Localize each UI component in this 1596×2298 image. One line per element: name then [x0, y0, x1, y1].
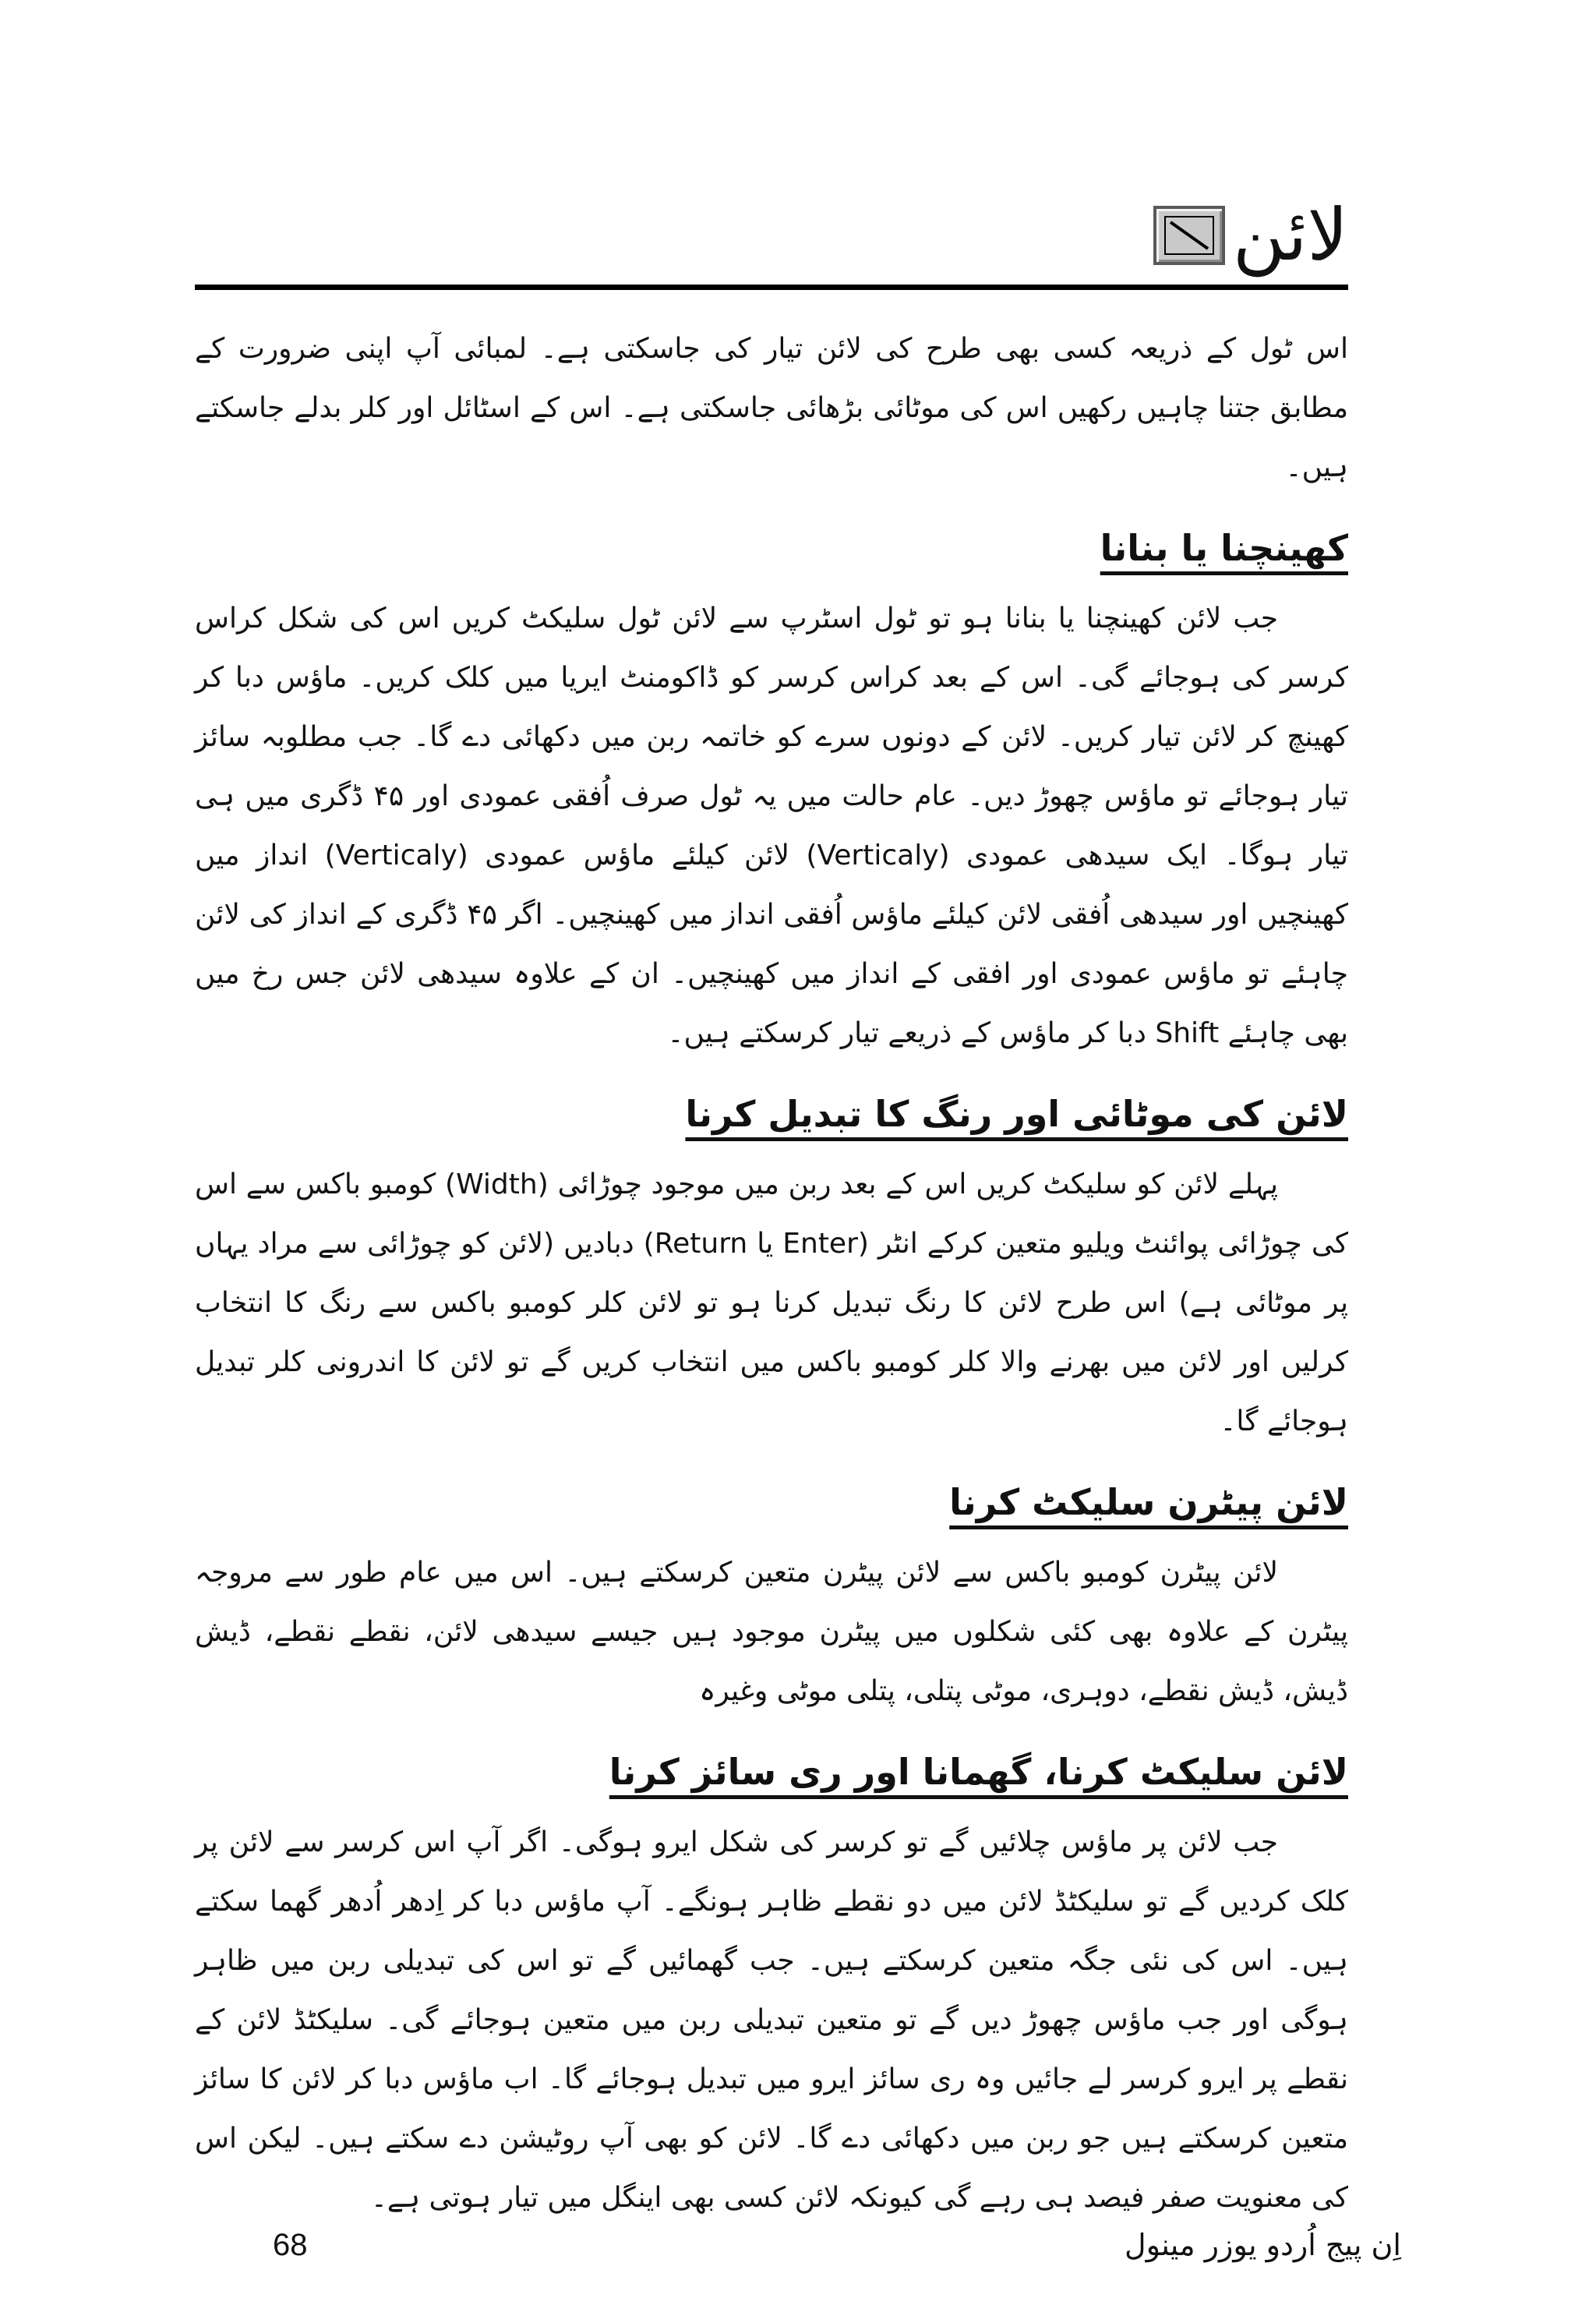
section-heading-pattern: لائن پیٹرن سلیکٹ کرنا — [949, 1481, 1348, 1523]
line-tool-icon — [1153, 206, 1225, 265]
chapter-header — [1153, 193, 1348, 277]
section-heading-draw: کھینچنا یا بنانا — [1100, 527, 1348, 569]
page-number: 68 — [273, 2228, 308, 2262]
page-footer — [273, 2228, 1401, 2275]
section-heading-thickness-color: لائن کی موٹائی اور رنگ کا تبدیل کرنا — [685, 1093, 1348, 1135]
title-divider — [195, 285, 1348, 290]
book-title: اِن پیج اُردو یوزر مینول — [1125, 2228, 1401, 2262]
section-paragraph-thickness-color: پہلے لائن کو سلیکٹ کریں اس کے بعد ربن میں موجود چوڑائی (Width) کومبو باکس سے اس کی چوڑائی پوائنٹ ویلیو متعین کرکے انٹر (Enter یا Return) دبادیں (لائن کو چوڑائی سے مراد یہاں پر موٹائی ہے) اس طرح لائن کا رنگ تبدیل کرنا ہو تو لائن کلر کومبو باکس سے رنگ کا انتخاب کرلیں اور لائن میں بھرنے والا کلر کومبو باکس میں انتخاب کریں گے تو لائن کا اندرونی کلر تبدیل ہوجائے گا۔ — [195, 1168, 1348, 1437]
section-heading-select-rotate-resize: لائن سلیکٹ کرنا، گھمانا اور ری سائز کرنا — [609, 1751, 1348, 1793]
section-paragraph-pattern: لائن پیٹرن کومبو باکس سے لائن پیٹرن متعین کرسکتے ہیں۔ اس میں عام طور سے مروجہ پیٹرن کے علاوہ بھی کئی شکلوں میں پیٹرن موجود ہیں جیسے سیدھی لائن، نقطے نقطے، ڈیش ڈیش، ڈیش نقطے، دوہری، موٹی پتلی، پتلی موٹی وغیرہ — [195, 1557, 1348, 1707]
section-paragraph-select-rotate-resize: جب لائن پر ماؤس چلائیں گے تو کرسر کی شکل ایرو ہوگی۔ اگر آپ اس کرسر سے لائن پر کلک کردیں گے تو سلیکٹڈ لائن میں دو نقطے ظاہر ہونگے۔ آپ ماؤس دبا کر اِدھر اُدھر گھما سکتے ہیں۔ اس کی نئی جگہ متعین کرسکتے ہیں۔ جب گھمائیں گے تو اس کی تبدیلی ربن میں ظاہر ہوگی اور جب ماؤس چھوڑ دیں گے تو متعین تبدیلی ربن میں متعین ہوجائے گی۔ سلیکٹڈ لائن کے نقطے پر ایرو کرسر لے جائیں وہ ری سائز ایرو میں تبدیل ہوجائے گا۔ اب ماؤس دبا کر لائن کا سائز متعین کرسکتے ہیں جو ربن میں دکھائی دے گا۔ لائن کو بھی آپ روٹیشن دے سکتے ہیں۔ لیکن اس کی معنویت صفر فیصد ہی رہے گی کیونکہ لائن کسی بھی اینگل میں تیار ہوتی ہے۔ — [195, 1826, 1348, 2214]
intro-paragraph: اس ٹول کے ذریعہ کسی بھی طرح کی لائن تیار کی جاسکتی ہے۔ لمبائی آپ اپنی ضرورت کے مطابق جتنا چاہیں رکھیں اس کی موٹائی بڑھائی جاسکتی ہے۔ اس کے اسٹائل اور کلر بدلے جاسکتے ہیں۔ — [195, 333, 1348, 483]
section-paragraph-draw: جب لائن کھینچنا یا بنانا ہو تو ٹول اسٹرپ سے لائن ٹول سلیکٹ کریں اس کی شکل کراس کرسر کی ہوجائے گی۔ اس کے بعد کراس کرسر کو ڈاکومنٹ ایریا میں کلک کریں۔ ماؤس دبا کر کھینچ کر لائن تیار کریں۔ لائن کے دونوں سرے کو خاتمہ ربن میں دکھائی دے گا۔ جب مطلوبہ سائز تیار ہوجائے تو ماؤس چھوڑ دیں۔ عام حالت میں یہ ٹول صرف اُفقی عمودی اور ۴۵ ڈگری میں ہی تیار ہوگا۔ ایک سیدھی عمودی (Verticaly) لائن کیلئے ماؤس عمودی (Verticaly) انداز میں کھینچیں اور سیدھی اُفقی لائن کیلئے ماؤس اُفقی انداز میں کھینچیں۔ اگر ۴۵ ڈگری کے انداز کی لائن چاہئے تو ماؤس عمودی اور افقی کے انداز میں کھینچیں۔ ان کے علاوہ سیدھی لائن جس رخ میں بھی چاہئے Shift دبا کر ماؤس کے ذریعے تیار کرسکتے ہیں۔ — [195, 603, 1348, 1049]
content-body — [195, 320, 1348, 2228]
chapter-title: لائن — [1232, 193, 1348, 277]
